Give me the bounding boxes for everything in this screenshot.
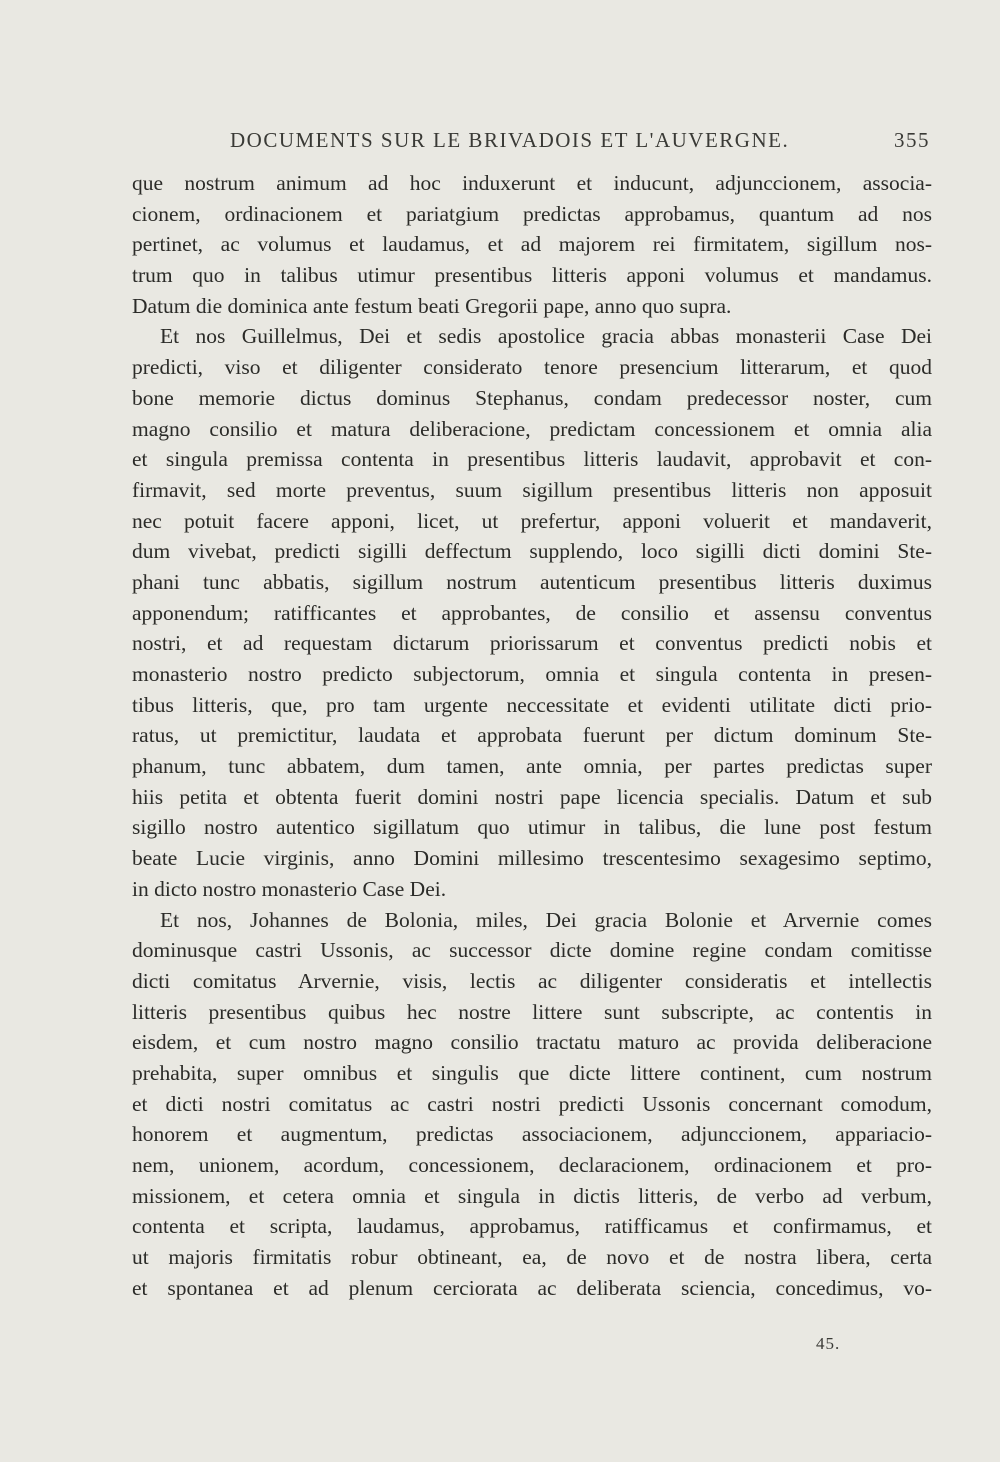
text-line: litteris presentibus quibus hec nostre littere sunt subscripte, ac contentis in <box>132 999 932 1024</box>
text-line: beate Lucie virginis, anno Domini millesimo trescentesimo sexagesimo septimo, <box>132 846 932 871</box>
text-line: et dicti nostri comitatus ac castri nostri predicti Ussonis concernant comodum, <box>132 1091 932 1116</box>
text-line: dum vivebat, predicti sigilli deffectum supplendo, loco sigilli dicti domini Ste- <box>132 539 932 564</box>
text-line: nem, unionem, acordum, concessionem, declaracionem, ordinacionem et pro- <box>132 1153 932 1177</box>
text-line: trum quo in talibus utimur presentibus litteris apponi volumus et mandamus. <box>132 263 932 288</box>
text-line: in dicto nostro monasterio Case Dei. <box>132 876 447 901</box>
text-line: eisdem, et cum nostro magno consilio tractatu maturo ac provida deliberacione <box>132 1030 932 1055</box>
text-line: ut majoris firmitatis robur obtineant, ea, de novo et de nostra libera, certa <box>132 1245 932 1270</box>
text-line: Et nos, Johannes de Bolonia, miles, Dei gracia Bolonie et Arvernie comes <box>160 907 932 932</box>
text-line: nostri, et ad requestam dictarum priorissarum et conventus predicti nobis et <box>132 631 932 656</box>
text-line: bone memorie dictus dominus Stephanus, condam predecessor noster, cum <box>132 385 932 410</box>
text-line: pertinet, ac volumus et laudamus, et ad majorem rei firmitatem, sigillum nos- <box>132 232 932 257</box>
text-line: cionem, ordinacionem et pariatgium predictas approbamus, quantum ad nos <box>132 201 932 226</box>
text-line: sigillo nostro autentico sigillatum quo utimur in talibus, die lune post festum <box>132 815 932 840</box>
text-line: et spontanea et ad plenum cerciorata ac deliberata sciencia, concedimus, vo- <box>132 1275 932 1300</box>
text-line: Datum die dominica ante festum beati Gregorii pape, anno quo supra. <box>132 293 732 318</box>
text-line: honorem et augmentum, predictas associacionem, adjunccionem, appariacio- <box>132 1122 932 1147</box>
text-line: contenta et scripta, laudamus, approbamus, ratifficamus et confirmamus, et <box>132 1214 932 1239</box>
text-line: phanum, tunc abbatem, dum tamen, ante omnia, per partes predictas super <box>132 754 932 779</box>
text-line: predicti, viso et diligenter considerato tenore presencium litterarum, et quod <box>132 355 932 380</box>
text-line: et singula premissa contenta in presentibus litteris laudavit, approbavit et con- <box>132 447 932 472</box>
page-header <box>230 128 930 158</box>
text-line: tibus litteris, que, pro tam urgente neccessitate et evidenti utilitate dicti prio- <box>132 692 932 717</box>
text-line: apponendum; ratifficantes et approbantes, de consilio et assensu conventus <box>132 600 932 625</box>
text-line: dominusque castri Ussonis, ac successor dicte domine regine condam comitisse <box>132 938 932 963</box>
running-head: DOCUMENTS SUR LE BRIVADOIS ET L'AUVERGNE. <box>230 128 790 152</box>
text-line: nec potuit facere apponi, licet, ut prefertur, apponi voluerit et mandaverit, <box>132 508 932 533</box>
text-line: monasterio nostro predicto subjectorum, omnia et singula contenta in presen- <box>132 662 932 686</box>
text-line: Et nos Guillelmus, Dei et sedis apostolice gracia abbas monasterii Case Dei <box>160 324 932 349</box>
text-line: phani tunc abbatis, sigillum nostrum autenticum presentibus litteris duximus <box>132 569 932 594</box>
text-line: que nostrum animum ad hoc induxerunt et inducunt, adjunccionem, associa- <box>132 171 932 195</box>
text-line: dicti comitatus Arvernie, visis, lectis ac diligenter consideratis et intellectis <box>132 968 932 993</box>
text-line: magno consilio et matura deliberacione, predictam concessionem et omnia alia <box>132 416 932 441</box>
text-line: hiis petita et obtenta fuerit domini nostri pape licencia specialis. Datum et sub <box>132 784 932 809</box>
text-line: missionem, et cetera omnia et singula in dictis litteris, de verbo ad verbum, <box>132 1183 932 1208</box>
text-line: firmavit, sed morte preventus, suum sigillum presentibus litteris non apposuit <box>132 477 932 502</box>
text-line: prehabita, super omnibus et singulis que dicte littere continent, cum nostrum <box>132 1060 932 1085</box>
page-number: 355 <box>894 128 930 152</box>
text-line: ratus, ut premictitur, laudata et approbata fuerunt per dictum dominum Ste- <box>132 723 932 748</box>
body-text <box>132 168 932 1303</box>
signature-mark: 45. <box>816 1334 841 1353</box>
